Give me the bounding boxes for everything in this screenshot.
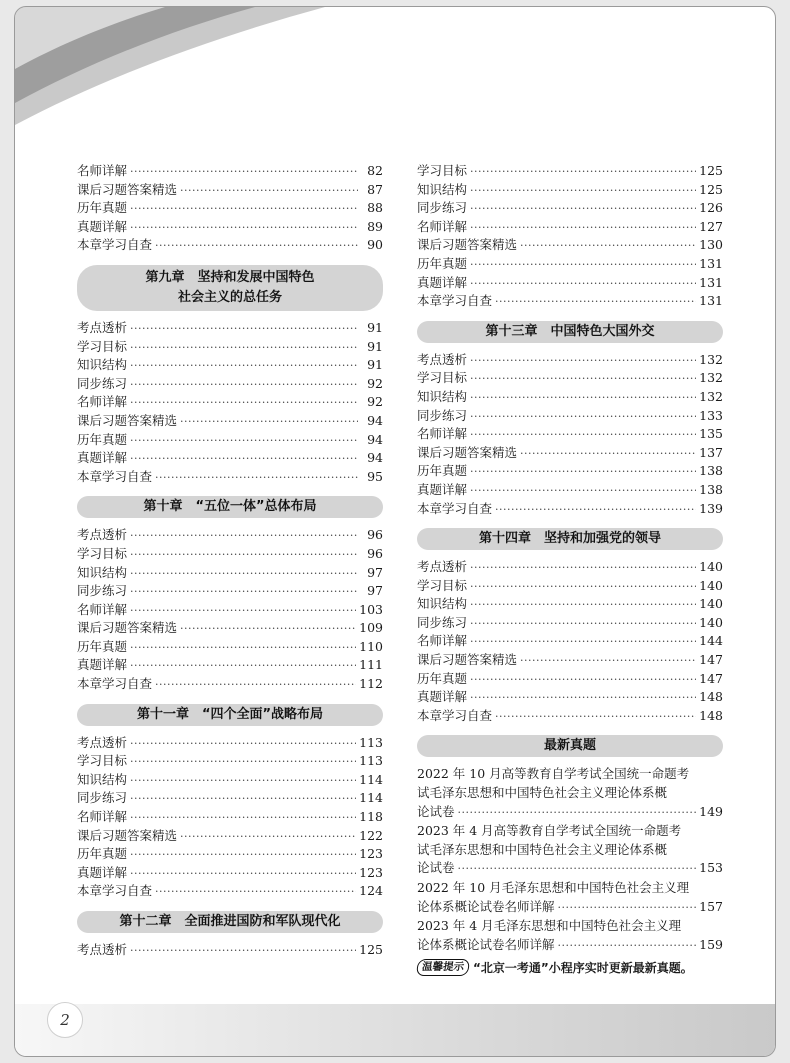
dot-leader (470, 482, 696, 501)
exam-last-line (417, 898, 723, 918)
exam-last-line (417, 859, 723, 879)
chapter-title-line: 第九章 坚持和发展中国特色 (145, 269, 315, 285)
toc-entry-page: 140 (699, 577, 723, 593)
toc-entry[interactable] (77, 771, 383, 790)
toc-entry-page: 127 (699, 218, 723, 234)
toc-entry[interactable] (417, 595, 723, 614)
toc-entry-page: 126 (699, 200, 723, 216)
toc-entry[interactable] (77, 218, 383, 237)
toc-entry-label: 真题详解 (77, 450, 128, 466)
chapter-heading (77, 704, 383, 726)
toc-entry-label: 考点透析 (417, 559, 468, 575)
toc-entry-label: 真题详解 (417, 481, 468, 497)
toc-entry-label: 名师详解 (417, 426, 468, 442)
dot-leader (470, 408, 696, 427)
exam-last-line (417, 803, 723, 823)
toc-entry-label: 课后习题答案精选 (417, 652, 518, 668)
dot-leader (470, 182, 696, 201)
dot-leader (130, 200, 358, 219)
toc-entry-label: 历年真题 (77, 200, 128, 216)
toc-entry-page: 94 (367, 431, 383, 447)
toc-entry-label: 名师详解 (77, 809, 128, 825)
dot-leader (130, 565, 358, 584)
dot-leader (470, 633, 696, 652)
toc-entry[interactable] (417, 425, 723, 444)
dot-leader (470, 426, 696, 445)
toc-entry-page: 113 (359, 734, 383, 750)
toc-entry[interactable] (77, 431, 383, 450)
dot-leader (470, 596, 696, 615)
dot-leader (495, 708, 696, 727)
toc-entry[interactable] (417, 444, 723, 463)
toc-entry-label: 历年真题 (417, 670, 468, 686)
toc-entry[interactable] (77, 941, 383, 960)
toc-entry[interactable] (417, 369, 723, 388)
dot-leader (458, 804, 697, 823)
toc-entry-label: 名师详解 (417, 633, 468, 649)
dot-leader (130, 546, 358, 565)
dot-leader (458, 860, 697, 879)
toc-entry-label: 课后习题答案精选 (77, 827, 178, 843)
toc-entry-page: 97 (367, 564, 383, 580)
toc-entry-page: 114 (359, 771, 383, 787)
toc-entry[interactable] (77, 412, 383, 431)
toc-entry[interactable] (417, 199, 723, 218)
footer-band (15, 1004, 775, 1056)
toc-entry-label: 真题详解 (77, 657, 128, 673)
exam-entry[interactable] (417, 879, 723, 917)
toc-entry[interactable] (417, 162, 723, 181)
toc-entry-page: 87 (367, 181, 383, 197)
dot-leader (155, 237, 358, 256)
toc-entry-page: 140 (699, 596, 723, 612)
toc-entry-label: 历年真题 (417, 463, 468, 479)
dot-leader (130, 527, 358, 546)
toc-entry[interactable] (417, 558, 723, 577)
dot-leader (470, 389, 696, 408)
corner-swoosh-decoration (15, 7, 775, 147)
toc-entry-label: 真题详解 (417, 274, 468, 290)
toc-entry-page: 148 (699, 689, 723, 705)
dot-leader (130, 320, 358, 339)
dot-leader (520, 652, 696, 671)
tip-badge: 温馨提示 (416, 959, 470, 976)
toc-entry-label: 名师详解 (77, 601, 128, 617)
chapter-heading (417, 528, 723, 550)
toc-entry[interactable] (77, 393, 383, 412)
chapter-heading (77, 911, 383, 933)
dot-leader (470, 275, 696, 294)
exam-title-line: 论试卷 (417, 860, 455, 876)
toc-entry-label: 知识结构 (417, 596, 468, 612)
toc-entry-label: 同步练习 (417, 200, 468, 216)
toc-entry-page: 144 (699, 633, 723, 649)
toc-entry-page: 132 (699, 370, 723, 386)
toc-entry[interactable] (417, 407, 723, 426)
toc-entry[interactable] (77, 752, 383, 771)
exam-entry[interactable] (417, 822, 723, 879)
exam-title-line: 论体系概论试卷名师详解 (417, 898, 555, 914)
dot-leader (558, 899, 697, 918)
dot-leader (520, 445, 696, 464)
toc-entry-label: 历年真题 (77, 846, 128, 862)
dot-leader (130, 846, 356, 865)
toc-entry-page: 113 (359, 753, 383, 769)
dot-leader (180, 828, 356, 847)
toc-entry[interactable] (417, 651, 723, 670)
toc-entry-label: 同步练习 (77, 583, 128, 599)
exam-list (417, 765, 723, 955)
toc-entry-page: 123 (359, 846, 383, 862)
toc-entry[interactable] (77, 449, 383, 468)
dot-leader (470, 615, 696, 634)
toc-entry-label: 真题详解 (77, 864, 128, 880)
toc-entry-label: 本章学习自查 (417, 293, 493, 309)
toc-entry-label: 考点透析 (77, 734, 128, 750)
toc-entry-label: 学习目标 (77, 545, 128, 561)
toc-entry-label: 同步练习 (77, 375, 128, 391)
toc-entry[interactable] (77, 338, 383, 357)
toc-entry[interactable] (77, 526, 383, 545)
toc-entry[interactable] (417, 236, 723, 255)
toc-entry[interactable] (77, 734, 383, 753)
toc-entry-label: 课后习题答案精选 (77, 620, 178, 636)
toc-entry-label: 历年真题 (77, 431, 128, 447)
toc-entry[interactable] (77, 236, 383, 255)
toc-entry-page: 109 (359, 620, 383, 636)
toc-entry-label: 课后习题答案精选 (417, 237, 518, 253)
dot-leader (130, 583, 358, 602)
exam-entry[interactable] (417, 917, 723, 955)
toc-entry-label: 课后习题答案精选 (77, 412, 178, 428)
dot-leader (470, 463, 696, 482)
toc-entry[interactable] (77, 356, 383, 375)
exam-page: 149 (699, 803, 723, 819)
dot-leader (130, 735, 356, 754)
toc-entry[interactable] (417, 218, 723, 237)
toc-entry-label: 本章学习自查 (77, 237, 153, 253)
toc-entry[interactable] (77, 582, 383, 601)
dot-leader (470, 219, 696, 238)
dot-leader (130, 865, 356, 884)
toc-entry-label: 考点透析 (77, 319, 128, 335)
toc-entry-page: 140 (699, 614, 723, 630)
toc-entry[interactable] (77, 181, 383, 200)
toc-entry-label: 知识结构 (77, 564, 128, 580)
toc-entry[interactable] (417, 500, 723, 519)
exam-page: 153 (699, 860, 723, 876)
toc-entry[interactable] (77, 564, 383, 583)
toc-entry[interactable] (417, 351, 723, 370)
toc-entry-label: 知识结构 (417, 181, 468, 197)
toc-entry[interactable] (77, 789, 383, 808)
toc-entry-page: 88 (367, 200, 383, 216)
dot-leader (470, 559, 696, 578)
dot-leader (470, 352, 696, 371)
exam-title-line: 2022 年 10 月毛泽东思想和中国特色社会主义理 (417, 880, 690, 895)
toc-entry-label: 同步练习 (417, 614, 468, 630)
dot-leader (470, 671, 696, 690)
toc-entry[interactable] (417, 481, 723, 500)
exam-title-line: 论体系概论试卷名师详解 (417, 936, 555, 952)
toc-entry-page: 140 (699, 559, 723, 575)
exam-page: 157 (699, 898, 723, 914)
toc-entry-page: 89 (367, 218, 383, 234)
toc-entry-label: 本章学习自查 (77, 676, 153, 692)
dot-leader (130, 809, 356, 828)
toc-entry[interactable] (417, 670, 723, 689)
toc-entry-label: 本章学习自查 (77, 468, 153, 484)
toc-entry-page: 125 (699, 163, 723, 178)
toc-entry-page: 130 (699, 237, 723, 253)
toc-entry-label: 历年真题 (77, 638, 128, 654)
toc-entry[interactable] (77, 601, 383, 620)
exam-title-line: 试毛泽东思想和中国特色社会主义理论体系概 (417, 785, 668, 801)
toc-entry-page: 114 (359, 790, 383, 806)
dot-leader (130, 753, 356, 772)
toc-entry-page: 131 (699, 255, 723, 271)
exam-title-line: 论试卷 (417, 803, 455, 819)
toc-left-column (77, 162, 383, 960)
toc-entry-page: 118 (359, 809, 383, 825)
dot-leader (130, 219, 358, 238)
chapter-title-line: 第十一章 “四个全面”战略布局 (136, 706, 324, 722)
exam-entry[interactable] (417, 765, 723, 822)
toc-entry[interactable] (77, 675, 383, 694)
dot-leader (130, 339, 358, 358)
toc-entry-page: 123 (359, 864, 383, 880)
toc-entry-page: 103 (359, 601, 383, 617)
toc-entry[interactable] (417, 388, 723, 407)
toc-entry[interactable] (77, 199, 383, 218)
toc-entry-page: 92 (367, 394, 383, 410)
dot-leader (180, 413, 358, 432)
toc-entry-page: 94 (367, 450, 383, 466)
toc-entry[interactable] (77, 162, 383, 181)
book-page (14, 6, 776, 1057)
toc-entry-page: 125 (699, 181, 723, 197)
toc-entry-page: 132 (699, 388, 723, 404)
tip-line (417, 959, 723, 976)
toc-entry[interactable] (417, 274, 723, 293)
toc-entry-label: 学习目标 (417, 163, 468, 178)
toc-entry-page: 91 (367, 357, 383, 373)
dot-leader (495, 501, 696, 520)
dot-leader (130, 450, 358, 469)
toc-entry[interactable] (77, 319, 383, 338)
exam-title-line: 试毛泽东思想和中国特色社会主义理论体系概 (417, 841, 668, 857)
toc-entry-page: 138 (699, 463, 723, 479)
chapter-heading (417, 321, 723, 343)
dot-leader (558, 937, 697, 956)
chapter-title-line: 第十三章 中国特色大国外交 (485, 323, 655, 339)
dot-leader (130, 376, 358, 395)
toc-entry-page: 96 (367, 527, 383, 543)
toc-entry-page: 111 (359, 657, 383, 673)
exam-title-line: 2022 年 10 月高等教育自学考试全国统一命题考 (417, 766, 690, 782)
toc-entry-label: 同步练习 (77, 790, 128, 806)
dot-leader (495, 293, 696, 312)
toc-entry-page: 112 (359, 676, 383, 692)
dot-leader (155, 469, 358, 488)
chapter-title-line: 第十二章 全面推进国防和军队现代化 (119, 914, 341, 929)
dot-leader (130, 357, 358, 376)
toc-entry[interactable] (77, 468, 383, 487)
exam-page: 159 (699, 936, 723, 952)
toc-entry-page: 110 (359, 638, 383, 654)
toc-entry-page: 91 (367, 319, 383, 335)
chapter-heading (77, 265, 383, 311)
exam-title-line: 2023 年 4 月高等教育自学考试全国统一命题考 (417, 823, 682, 839)
toc-entry-label: 同步练习 (417, 407, 468, 423)
chapter-heading (417, 735, 723, 757)
exam-title-line: 2023 年 4 月毛泽东思想和中国特色社会主义理 (417, 918, 682, 934)
toc-entry-label: 知识结构 (77, 357, 128, 373)
toc-entry-label: 本章学习自查 (417, 707, 493, 723)
toc-entry-page: 132 (699, 351, 723, 367)
toc-entry[interactable] (77, 638, 383, 657)
toc-entry-label: 历年真题 (417, 255, 468, 271)
page-number: 2 (47, 1002, 83, 1038)
toc-entry-label: 学习目标 (77, 338, 128, 354)
toc-entry-page: 135 (699, 426, 723, 442)
toc-entry-page: 131 (699, 293, 723, 309)
toc-entry-page: 91 (367, 338, 383, 354)
dot-leader (180, 182, 358, 201)
toc-entry[interactable] (77, 864, 383, 883)
toc-entry-page: 125 (359, 942, 383, 957)
toc-entry-label: 本章学习自查 (417, 500, 493, 516)
toc-entry-label: 考点透析 (417, 351, 468, 367)
toc-entry-page: 147 (699, 670, 723, 686)
toc-entry-page: 97 (367, 583, 383, 599)
chapter-title-line: 第十四章 坚持和加强党的领导 (478, 531, 661, 547)
chapter-title-line: 最新真题 (543, 738, 596, 754)
toc-entry-page: 131 (699, 274, 723, 290)
toc-entry-label: 学习目标 (417, 577, 468, 593)
toc-entry-label: 知识结构 (417, 388, 468, 404)
dot-leader (130, 790, 356, 809)
toc-entry[interactable] (417, 255, 723, 274)
dot-leader (520, 237, 696, 256)
dot-leader (130, 639, 356, 658)
toc-entry[interactable] (77, 545, 383, 564)
toc-entry-label: 知识结构 (77, 771, 128, 787)
dot-leader (130, 942, 356, 961)
toc-entry-label: 学习目标 (417, 370, 468, 386)
toc-entry-label: 学习目标 (77, 753, 128, 769)
toc-entry-label: 名师详解 (77, 394, 128, 410)
toc-entry[interactable] (77, 882, 383, 901)
dot-leader (470, 200, 696, 219)
toc-entry-label: 名师详解 (417, 218, 468, 234)
toc-entry[interactable] (77, 845, 383, 864)
toc-entry-label: 真题详解 (417, 689, 468, 705)
dot-leader (470, 163, 696, 182)
dot-leader (470, 689, 696, 708)
toc-entry-label: 课后习题答案精选 (77, 181, 178, 197)
toc-entry-page: 148 (699, 707, 723, 723)
toc-entry-page: 139 (699, 500, 723, 516)
toc-entry[interactable] (417, 614, 723, 633)
chapter-title-line: 第十章 “五位一体”总体布局 (143, 499, 317, 515)
toc-entry-label: 课后习题答案精选 (417, 444, 518, 460)
toc-entry[interactable] (417, 632, 723, 651)
chapter-title-line: 社会主义的总任务 (177, 289, 282, 305)
toc-entry-page: 82 (367, 163, 383, 178)
toc-entry-page: 147 (699, 652, 723, 668)
dot-leader (180, 620, 356, 639)
chapter-heading (77, 496, 383, 518)
dot-leader (130, 602, 356, 621)
toc-entry-page: 90 (367, 237, 383, 253)
dot-leader (155, 676, 356, 695)
toc-entry[interactable] (417, 181, 723, 200)
toc-entry-page: 122 (359, 827, 383, 843)
dot-leader (155, 883, 356, 902)
toc-entry[interactable] (417, 707, 723, 726)
toc-entry-page: 138 (699, 481, 723, 497)
toc-entry-page: 124 (359, 883, 383, 899)
toc-entry-label: 本章学习自查 (77, 883, 153, 899)
toc-entry-label: 真题详解 (77, 218, 128, 234)
toc-entry-label: 考点透析 (77, 942, 128, 957)
toc-entry-page: 92 (367, 375, 383, 391)
dot-leader (470, 578, 696, 597)
dot-leader (470, 370, 696, 389)
toc-entry-page: 137 (699, 444, 723, 460)
toc-entry-page: 96 (367, 545, 383, 561)
toc-entry[interactable] (417, 292, 723, 311)
toc-entry[interactable] (77, 827, 383, 846)
tip-text: “北京一考通”小程序实时更新最新真题。 (473, 961, 693, 976)
dot-leader (130, 394, 358, 413)
toc-entry-label: 名师详解 (77, 163, 128, 178)
toc-entry[interactable] (417, 462, 723, 481)
exam-last-line (417, 936, 723, 956)
dot-leader (130, 163, 358, 182)
toc-entry-page: 133 (699, 407, 723, 423)
toc-entry[interactable] (417, 577, 723, 596)
toc-entry[interactable] (77, 619, 383, 638)
toc-entry[interactable] (77, 375, 383, 394)
dot-leader (130, 657, 356, 676)
toc-entry-page: 94 (367, 412, 383, 428)
toc-entry[interactable] (417, 688, 723, 707)
toc-entry-page: 95 (367, 468, 383, 484)
toc-entry[interactable] (77, 656, 383, 675)
toc-entry-label: 考点透析 (77, 527, 128, 543)
dot-leader (130, 772, 356, 791)
toc-right-column (417, 162, 723, 976)
dot-leader (130, 432, 358, 451)
toc-entry[interactable] (77, 808, 383, 827)
dot-leader (470, 256, 696, 275)
